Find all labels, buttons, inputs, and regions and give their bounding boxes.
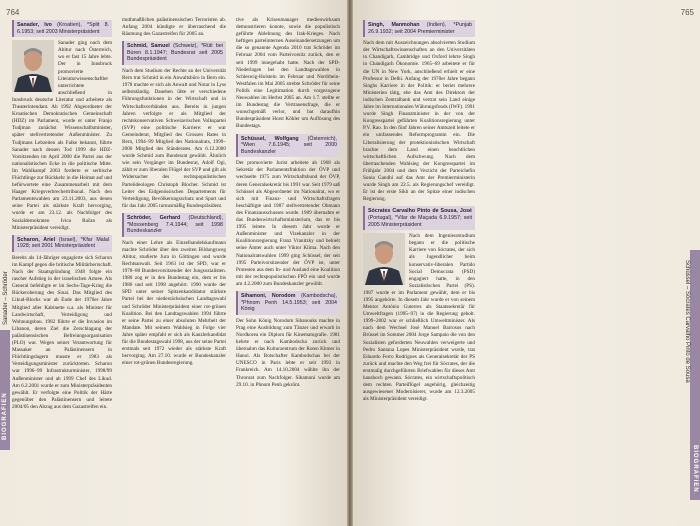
entry-heading (236, 291, 340, 315)
entry-meta: (Österreich), *Wien 7.6.1945; seit 2000 Bundeskanzler (241, 135, 338, 155)
entry-name: Schmid, Samuel (127, 43, 170, 50)
entry-paragraph: Der promovierte Jurist arbeitete ab 1968 als Sekretär der Parlamentsfraktion der ÖVP und wechselte 1975 zum Wirtschaftsbund der ÖVP, deren Generalsekretär bis 1991 war. Seit 1979 saß Schüssel als Abgeordneter im Nationalrat, wo er sich mit Finanz- und Wirtschaftsfragen beschäftigte und 1987 stellvertretender Obmann des Finanzausschusses wurde. 1989 übernahm er das Bundeswirtschaftsministerium, das er bis 1995 leitete. In diesem Jahr wurde er Außenminister und Vizekanzler in der Koalitionsregierung Franz Vranitzky und behielt seine Ämter auch unter Viktor Klima. Nach den Nationalratswahlen 1999 ging Schüssel, der seit 1995 Parteivorsitzender der ÖVP ist, unter Protesten aus dem In- und Ausland eine Koalition mit der rechtspopulistischen FPÖ ein und wurde am 4.2.2000 zum Bundeskanzler gewählt. (236, 160, 340, 287)
right-running-head: Schüssel – Sócrates Carvalho Pinto de Sousa (684, 260, 690, 383)
portrait-photo (12, 40, 54, 92)
entry-heading (363, 20, 475, 37)
entry-name: Schröder, Gerhard (127, 214, 181, 221)
entry-meta: (Kroatien), *Split 8. 6.1953; seit 2003 Ministerpräsident (17, 22, 109, 35)
entry-name: Sanader, Ivo (17, 22, 52, 28)
entry-name: Sihamoni, Norodom (241, 292, 296, 299)
entry-name: Schüssel, Wolfgang (241, 135, 299, 142)
entry-heading (236, 134, 340, 158)
entry-paragraph: tive als Krisenmanager medienwirksam demonstrieren konnte, sowie die populistisch geführte Ablehnung des Irak-Krieges. Nach heftigen parteiinternen Auseinandersetzungen um die so genannte Agenda 2010 trat Schröder im Februar 2004 vom Parteivorsitz zurück, den er seit 1999 innegehabt hatte. Nach der SPD-Niederlagen bei den Landtagswahlen in Schleswig-Holstein im Februar und Nordrhein-Westfalen im Mai 2005 strebte Schröder für seine Politik eine Legitimation durch vorgezogene Neuwahlen im Herbst 2005 an. Am 1.7. stellte er im Bundestag die Vertrauensfrage, die er wunschgemäß verlor, und bat daraufhin Bundespräsident Horst Köhler um Auflösung des Bundestags. (236, 17, 340, 130)
entry-paragraph: muthmaßlichen palästinensischen Terroristen ab. Anfang 2004 kündigte er überraschend die Räumung des Gazastreifen für 2005 an. (122, 17, 226, 38)
entry-paragraph: Nach dem Studium der Rechte an der Universität Bern trat Schmid in ein Anwaltsbüro in Bern ein. 1978 machte er sich als Anwalt und Notar in Lyss selbstständig. Daneben übte er verschiedene Führungsfunktionen in der Wirtschaft und in Wirtschaftsverbänden aus. Bereits in jungen Jahren verfolgte er als Mitglied der rechtskonservativen Schweizerischen Volkspartei (SVP) eine politische Karriere: er war Gemeinderat, Mitglied des Grossen Rates in Bern, 1994–99 Mitglied des Nationalrats, 1999–2000 Mitglied des Ständerates. Am 6.12.2000 wurde Schmid zum Bundesrat gewählt. Ähnlich wie sein Vorgänger im Bundesrat, Adolf Ogi, zählt er zum liberalen Flügel der SVP und gilt als Widersacher des rechtspopulistischen Parteiideologen Christoph Blocher. Schmid ist Leiter des Eidgenössischen Departements für Verteidigung, Bevölkerungsschutz und Sport und für das Jahr 2005 turnusmäßig Bundespräsident. (122, 68, 226, 209)
entry-heading (12, 235, 112, 252)
right-column-1 (363, 17, 475, 517)
left-section-label: BIOGRAFIEN (2, 392, 8, 440)
entry-heading (12, 20, 112, 37)
right-page (353, 0, 700, 526)
left-column-3 (236, 17, 340, 517)
entry-heading (363, 206, 475, 230)
entry-paragraph: Nach dem mit Auszeichnungen absolvierten Studium der Wirtschaftswissenschaften an den Universitäten in Chandigarh, Cambridge und Oxford lehrte Singh in Chandigarh Ökonomie. 1965–69 arbeitete er für die UN in New York, anschließend erhielt er eine Professur in Delhi. Anfang der 1970er Jahre begann Singhs Karriere in der Politik: er beriet mehrere Ministerien tätig, ehe das Amt des Direktors der indischen Zentralbank und vertrat sein Land einige Jahre im Internationalen Währungsfonds (IWF). 1991 wurde Singh Finanzminister in der von der Kongresspartei geführten Koalitionsregierung unter P.V. Rao. In den fünf Jahren seiner Amtszeit leitete er ein umfassendes Reformprogramm ein. Die Liberalisierung der protektionistischen Wirtschaft brachte dem Land einen beachtlichen wirtschaftlichen Aufschwung. Nach dem überraschenden Wahlsieg der Kongresspartei im Frühjahr 2004 und dem Verzicht der Parteichefin Sonia Gandhi auf das Amt der Premierministerin wurde Singh am 22.5. als Regierungschef vereidigt. Er ist der erste Sikh an der Spitze einer indischen Regierung. (363, 40, 475, 203)
entry-paragraph: Der Sohn König Norodom Sihanouks machte in Prag eine Ausbildung zum Tänzer und erwarb in Nordkorea ein Diplom für Kinematografie. 1981 kehrte er nach Kambodscha zurück und übernahm das Kulturzentrum der Roten Khmer in Hanoi. Als Botschafter Kambodschas bei der UNESCO in Paris lebte er seit 1993 in Frankreich. Am 14.10.2004 wählte ihn der Thronrat zum Nachfolger. Sihamoni wurde am 29.10. in Phnom Penh gekrönt. (236, 317, 340, 388)
entry-paragraph: Nach dem Ingenieurstudium begann er die politische Karriere von Sócrates, der sich als Jugendlicher beim konservativ-liberalen Partido Social Democrata (PSD) engagiert hatte, in den Sozialistischen Partei (PS). 1987 wurde er im Parlament gewählt, dem er bis 1995 angehörte. In diesem Jahr wurde er von seinem Mentor António Guterres als Staatssekretär für Umweltfragen (1995–97) in die Regierung geholt. 1999–2002 war er schließlich Umweltminister. Als nach dem Wechsel José Manuel Barrosos nach Brüssel im Sommer 2004 Jorge Sampaio die von den Sozialisten geforderten Neuwahlen verweigerte und Pedro Santana Lopes Ministerpräsident wurde, trat Eduardo Ferro Rodrigues als Generalsekretär der PS zurück und machte den Weg frei für Sócrates, der die erstmalig durchgeführten Briefwahlen für dieses Amt haushoch gewann. Sócrates, ein wirtschaftspolitisch dem rechten Parteiflügel angehörig, gleichzeitig ausgewiesener Modernisierer, wurde am 12.3.2005 als Ministerpräsident vereidigt. (363, 233, 475, 403)
right-section-label: BIOGRAFIEN (692, 445, 698, 493)
portrait (12, 40, 54, 92)
entry-paragraph: Bereits als 14-Jähriger engagierte sich Scharon im Kampf gegen die britische Militärherrschaft. Nach der Staatsgründung 1948 folgte ein rascher Aufstieg in der israelischen Armee. Als General befehligte er im Sechs-Tage-Krieg die Rückeroberung des Sinai. Das Mitglied des Likud-Blocks war ab Ende der 1970er Jahre Mitglied aller Kabinette u.a. als Minister für Landwirtschaft, Verteidigung und Wohnungsbau. 1982 führte er die Invasion im Libanon, deren Ziel die Zerschlagung der palästinensischen Befreiungsorganisation (PLO) war. Wegen seiner Verantwortung für Massaker an Palästinensern in Flüchtlingslagern musste er 1983 als Verteidigungsminister zurücktreten. Scharon war 1996–99 Infrastrukturminister, 1998/99 Außenminister und ab 1999 Chef des Likud. Am 6.2.2001 wurde er zum Ministerpräsidenten gewählt. Er verfolgte eine Politik der Härte gegenüber den Palästinensern und leitete 2004/05 den Abzug aus dem Gazastreifen ein. (12, 254, 112, 410)
entry-heading (122, 41, 226, 65)
entry-paragraph: Sanader ging nach dem Abitur nach Österreich, wo er fast 15 Jahre lebte. Der in Innsbruck promovierte Literaturwissenschaftler unterrichtete anschließend in Innsbruck deutsche Literatur und arbeitete als Theaterintendant. Ab 1992 Abgeordneter der Kroatischen Demokratischen Gemeinschaft (HDZ) im Parlament, wurde er unter Franjo Tudjman zunächst Wissenschaftsminister, später stellvertretender Außenminister. Zu Tudjmans Lebzeiten als Falke bekannt, führte Sanader nach dessen Tod 1999 die HDZ-Vorsitzenden im April 2000 die Partei aus der nationalistischen Ecke in die politische Mitte. Im Wahlkampf 2003 forderte er serbische Flüchtlinge zur Rückkehr in die Heimat auf und befürwortete eine Zusammenarbeit mit dem Haager Kriegsverbrechertribunal. Nach den Parlamentswahlen am 23.11.2003, aus denen seine Partei als stärkste Kraft hervorging, wurde er am 23.12. als Nachfolger des Sozialdemokraten Ivica Račan als Ministerpräsident vereidigt. (12, 40, 112, 231)
entry-name: Singh, Manmohan (368, 22, 420, 28)
left-column-2 (122, 17, 226, 517)
left-page-number: 764 (6, 8, 20, 17)
entry-meta: (Deutschland), *Mossenberg 7.4.1944; seit 1998 Bundeskanzler (127, 214, 223, 235)
portrait-photo (363, 233, 405, 285)
left-running-head: Sanader – Schröder (3, 271, 9, 325)
entry-name: Sócrates Carvalho Pinto de Sousa, José (368, 208, 472, 215)
entry-meta: (Schweiz), *Rüti bei Büren 8.1.1947; Bundesrat seit 2005 Bundespräsident (127, 43, 223, 63)
entry-meta: (Israel), *Kfar Malal 1928; seit 2001 Ministerpräsident (17, 236, 109, 250)
portrait (363, 233, 405, 285)
right-page-number: 765 (680, 8, 694, 17)
left-column-1 (12, 17, 112, 517)
entry-meta: (Kambodscha), *Phnom Penh 14.5.1953; seit 2004 König (241, 292, 337, 313)
entry-paragraph: Nach einer Lehre als Einzelhandelskaufmann machte Schröder über den zweiten Bildungsweg Abitur, studierte Jura in Göttingen und wurde Rechtsanwalt. Seit 1963 ist der SPD, war er 1978–80 Bundesvorsitzender der Jungsozialisten. 1980 zog er in den Bundestag ein, dem er bis 1986 und seit 1998 angehört. 1990 wurde der SPD unter seiner Spitzenkandidatur stärkste Partei bei der niedersächsischen Landtagswahl und Schröder Ministerpräsident einer rot-grünen Koalition. Bei den Landtagswahlen 1994 führte er seine Partei zu einer absoluten Mehrheit der Mandate. Mit seinem Wahlsieg in Folge vier Jahre später empfahl er sich als Kanzlerkandidat für die Bundestagswahl 1998, aus der seine Partei erstmals seit 1972 wieder als stärkste Kraft hervorging. Am 27.10. wurde er Bundeskanzler einer rot-grünen Bundesregierung. (122, 239, 226, 367)
entry-meta: (Portugal), *Vilar de Maçada 6.9.1957; seit 2005 Ministerpräsident (368, 214, 472, 228)
entry-meta: (Indien), *Punjab 26.9.1932; seit 2004 Premierminister (368, 22, 472, 35)
entry-heading (122, 213, 226, 237)
left-page (0, 0, 347, 526)
entry-name: Scharon, Ariel (17, 236, 56, 243)
